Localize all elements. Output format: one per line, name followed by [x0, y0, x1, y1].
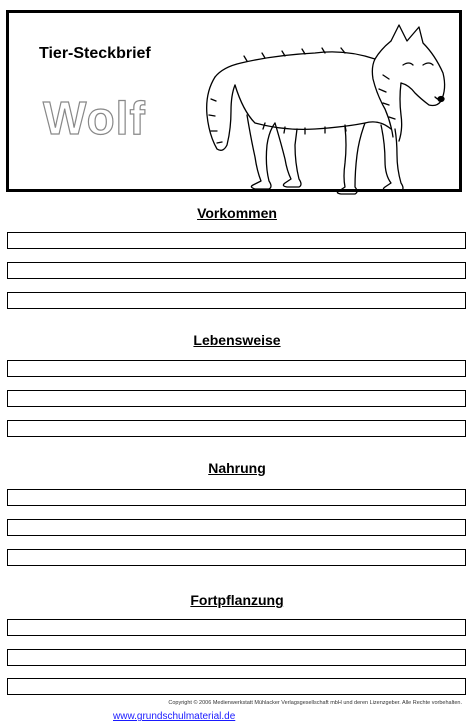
- writing-line[interactable]: [7, 619, 466, 636]
- section-heading-nahrung: Nahrung: [208, 460, 266, 476]
- website-link[interactable]: www.grundschulmaterial.de: [113, 711, 236, 722]
- writing-line[interactable]: [7, 360, 466, 377]
- writing-line[interactable]: [7, 292, 466, 309]
- section-heading-lebensweise: Lebensweise: [193, 332, 281, 348]
- header-box: [6, 10, 462, 192]
- writing-line[interactable]: [7, 262, 466, 279]
- writing-line[interactable]: [7, 232, 466, 249]
- section-heading-vorkommen: Vorkommen: [197, 205, 277, 221]
- animal-name: Wolf: [43, 92, 146, 144]
- wolf-illustration-icon: [195, 19, 457, 195]
- writing-line[interactable]: [7, 390, 466, 407]
- writing-line[interactable]: [7, 649, 466, 666]
- page-title: Tier-Steckbrief: [39, 45, 151, 62]
- copyright-notice: Copyright © 2006 Medienwerkstatt Mühlacker Verlagsgesellschaft mbH und deren Lizenzgeber. Alle Rechte vorbehalten.: [168, 700, 462, 706]
- section-heading-fortpflanzung: Fortpflanzung: [190, 592, 284, 608]
- writing-line[interactable]: [7, 420, 466, 437]
- writing-line[interactable]: [7, 678, 466, 695]
- writing-line[interactable]: [7, 549, 466, 566]
- writing-line[interactable]: [7, 489, 466, 506]
- writing-line[interactable]: [7, 519, 466, 536]
